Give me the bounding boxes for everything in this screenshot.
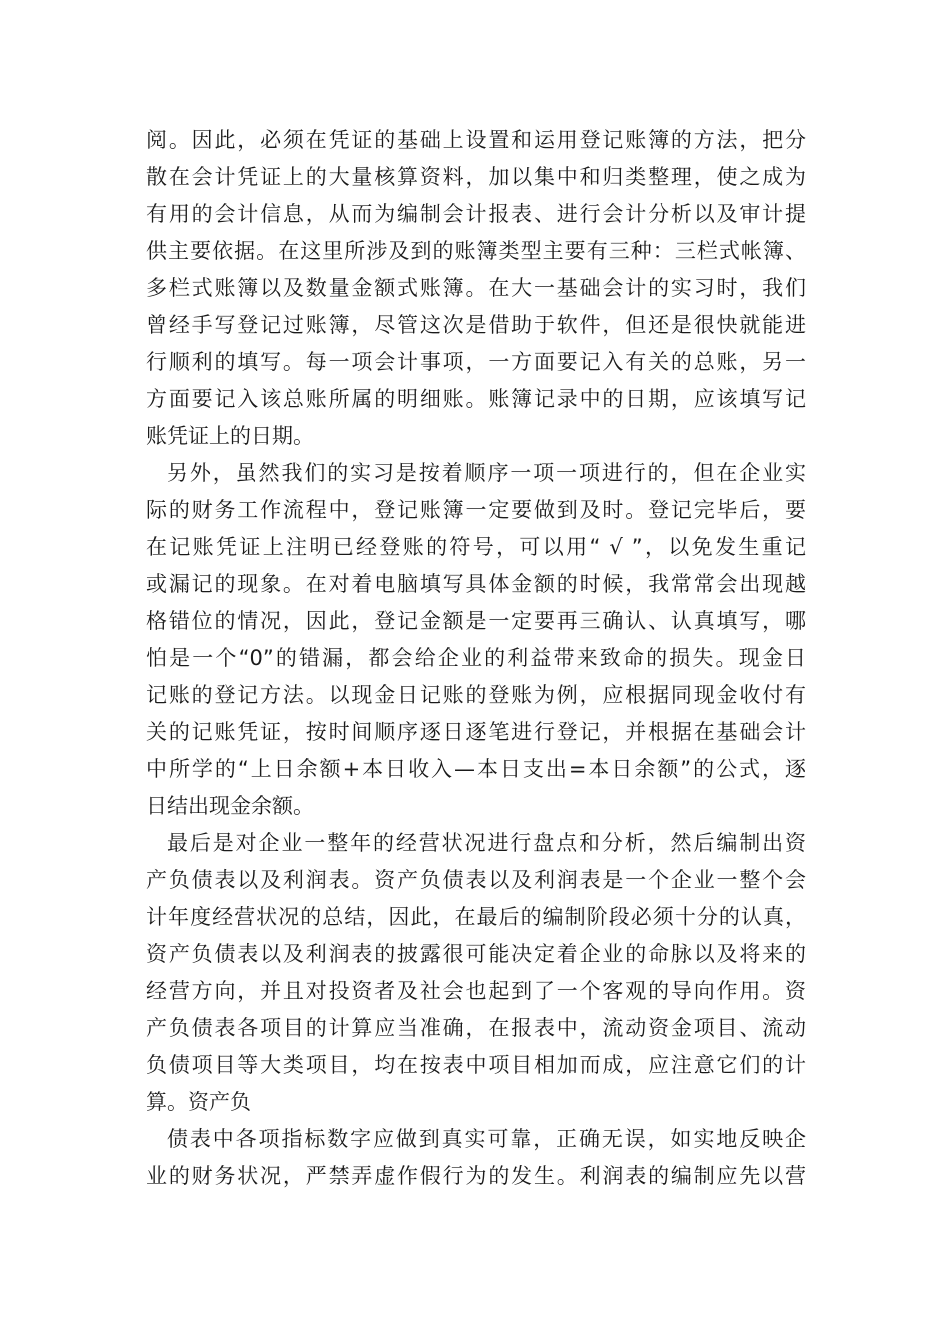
text-line: 负债项目等大类项目，均在按表中项目相加而成，应注意它们的计: [146, 1053, 806, 1077]
text-line: 格错位的情况，因此，登记金额是一定要再三确认、认真填写，哪: [146, 609, 806, 633]
text-line: 债表中各项指标数字应做到真实可靠，正确无误，如实地反映企: [167, 1127, 806, 1151]
text-line: 业的财务状况，严禁弄虚作假行为的发生。利润表的编制应先以营: [146, 1164, 806, 1188]
paragraph-2: [146, 455, 806, 825]
text-line: 在记账凭证上注明已经登账的符号，可以用“ √ ”，以免发生重记: [146, 535, 806, 559]
text-line: 另外，虽然我们的实习是按着顺序一项一项进行的，但在企业实: [167, 461, 806, 485]
text-line: 中所学的“上日余额+本日收入—本日支出=本日余额”的公式，逐: [146, 757, 806, 781]
text-line: 曾经手写登记过账簿，尽管这次是借助于软件，但还是很快就能进: [146, 313, 806, 337]
text-line: 最后是对企业一整年的经营状况进行盘点和分析，然后编制出资: [167, 831, 806, 855]
text-line: 或漏记的现象。在对着电脑填写具体金额的时候，我常常会出现越: [146, 572, 806, 596]
text-line: 方面要记入该总账所属的明细账。账簿记录中的日期，应该填写记: [146, 387, 806, 411]
text-line: 供主要依据。在这里所涉及到的账簿类型主要有三种：三栏式帐簿、: [146, 239, 806, 263]
text-line: 经营方向，并且对投资者及社会也起到了一个客观的导向作用。资: [146, 979, 806, 1003]
text-line: 记账的登记方法。以现金日记账的登账为例，应根据同现金收付有: [146, 683, 806, 707]
text-line: 有用的会计信息，从而为编制会计报表、进行会计分析以及审计提: [146, 202, 806, 226]
paragraph-3: [146, 825, 806, 1121]
text-line: 怕是一个“0”的错漏，都会给企业的利益带来致命的损失。现金日: [146, 646, 806, 670]
paragraph-1: [146, 122, 806, 455]
paragraph-4: [146, 1121, 806, 1195]
text-line: 日结出现金余额。: [146, 794, 314, 818]
text-line: 产负债表各项目的计算应当准确，在报表中，流动资金项目、流动: [146, 1016, 806, 1040]
text-line: 资产负债表以及利润表的披露很可能决定着企业的命脉以及将来的: [146, 942, 806, 966]
text-line: 账凭证上的日期。: [146, 424, 314, 448]
text-line: 际的财务工作流程中，登记账簿一定要做到及时。登记完毕后，要: [146, 498, 806, 522]
text-line: 关的记账凭证，按时间顺序逐日逐笔进行登记，并根据在基础会计: [146, 720, 806, 744]
text-line: 行顺利的填写。每一项会计事项，一方面要记入有关的总账，另一: [146, 350, 806, 374]
text-line: 算。资产负: [146, 1090, 251, 1114]
text-line: 计年度经营状况的总结，因此，在最后的编制阶段必须十分的认真，: [146, 905, 806, 929]
text-line: 产负债表以及利润表。资产负债表以及利润表是一个企业一整个会: [146, 868, 806, 892]
text-line: 散在会计凭证上的大量核算资料，加以集中和归类整理，使之成为: [146, 165, 806, 189]
text-line: 多栏式账簿以及数量金额式账簿。在大一基础会计的实习时，我们: [146, 276, 806, 300]
text-line: 阅。因此，必须在凭证的基础上设置和运用登记账簿的方法，把分: [146, 128, 806, 152]
body-text: [146, 122, 806, 1195]
